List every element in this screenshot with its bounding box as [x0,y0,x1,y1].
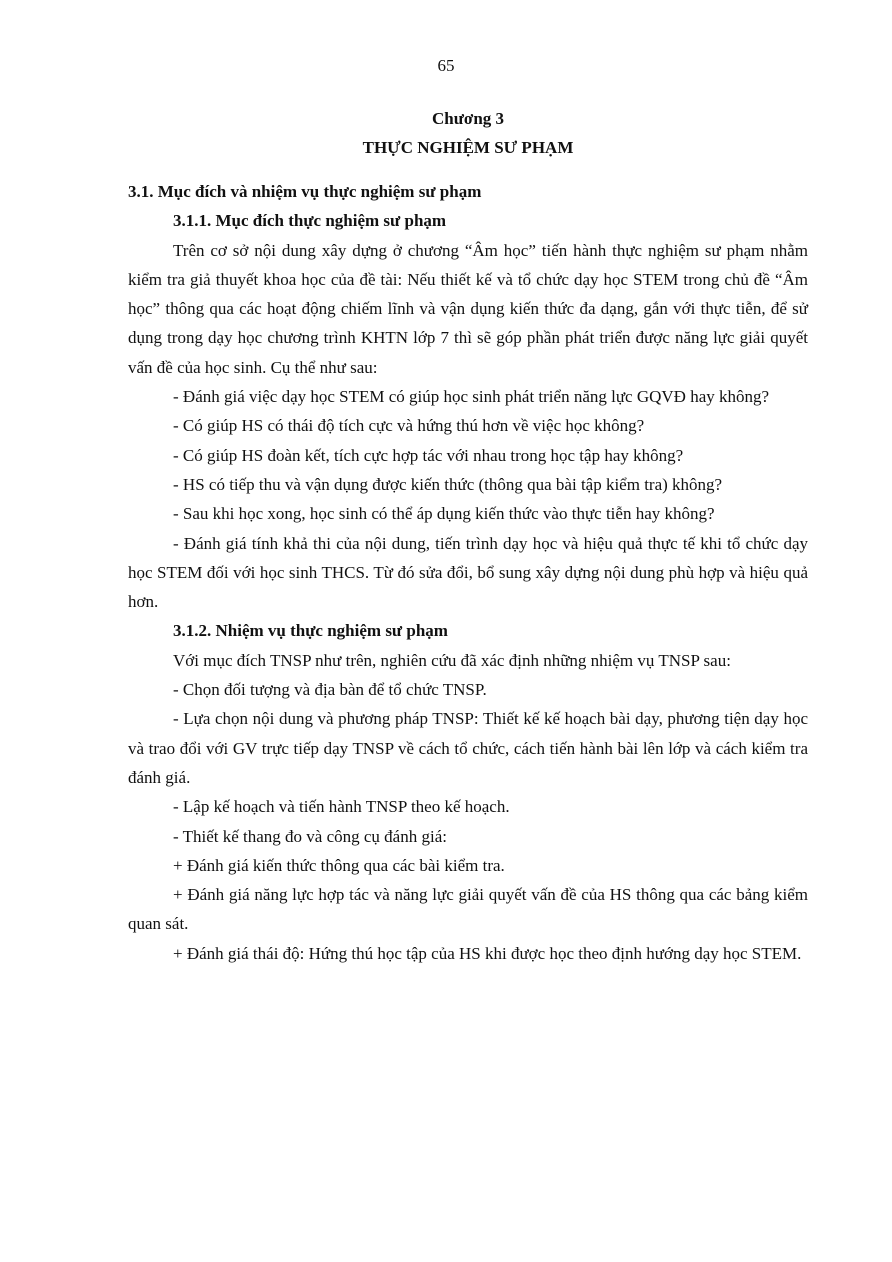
list-item: - Đánh giá việc dạy học STEM có giúp học sinh phát triển năng lực GQVĐ hay không? [173,387,770,407]
chapter-title: THỰC NGHIỆM SƯ PHẠM [362,138,574,157]
list-item: + Đánh giá năng lực hợp tác và năng lực giải quyết vấn đề của HS thông qua các bảng kiểm quan sát. [128,885,808,934]
paragraph-tasks-intro: Với mục đích TNSP như trên, nghiên cứu đã xác định những nhiệm vụ TNSP sau: [173,650,731,670]
chapter-label: Chương 3 [431,109,505,128]
list-item: - Thiết kế thang đo và công cụ đánh giá: [173,826,447,846]
document-body [128,177,808,968]
list-item: - HS có tiếp thu và vận dụng được kiến thức (thông qua bài tập kiểm tra) không? [173,474,723,494]
list-item: - Có giúp HS đoàn kết, tích cực hợp tác với nhau trong học tập hay không? [173,445,684,465]
list-item: - Lập kế hoạch và tiến hành TNSP theo kế hoạch. [173,797,510,817]
section-heading-3-1: 3.1. Mục đích và nhiệm vụ thực nghiệm sư phạm [128,182,482,201]
list-item: - Đánh giá tính khả thi của nội dung, tiến trình dạy học và hiệu quả thực tế khi tổ chức dạy học STEM đối với học sinh THCS. Từ đó sửa đổi, bổ sung xây dựng nội dung phù hợp và hiệu quả hơn. [128,533,808,612]
paragraph-purpose-intro: Trên cơ sở nội dung xây dựng ở chương “Âm học” tiến hành thực nghiệm sư phạm nhằm kiểm tra giả thuyết khoa học của đề tài: Nếu thiết kế và tổ chức dạy học STEM trong chủ đề “Âm học” thông qua các hoạt động chiếm lĩnh và vận dụng kiến thức đa dạng, gắn với thực tiễn, để sử dụng trong dạy học chương trình KHTN lớp 7 thì sẽ góp phần phát triển được năng lực giải quyết vấn đề của học sinh. Cụ thể như sau: [128,240,808,377]
page-number: 65 [437,56,455,75]
section-heading-3-1-2: 3.1.2. Nhiệm vụ thực nghiệm sư phạm [173,621,448,641]
section-heading-3-1-1: 3.1.1. Mục đích thực nghiệm sư phạm [173,211,447,231]
list-item: + Đánh giá kiến thức thông qua các bài kiểm tra. [173,855,505,875]
list-item: + Đánh giá thái độ: Hứng thú học tập của HS khi được học theo định hướng dạy học STEM. [173,943,802,963]
list-item: - Sau khi học xong, học sinh có thể áp dụng kiến thức vào thực tiễn hay không? [173,504,715,524]
list-item: - Chọn đối tượng và địa bàn để tổ chức TNSP. [173,680,487,700]
list-item: - Lựa chọn nội dung và phương pháp TNSP: Thiết kế kế hoạch bài dạy, phương tiện dạy học và trao đổi với GV trực tiếp dạy TNSP về cách tổ chức, cách tiến hành bài lên lớp và cách kiểm tra đánh giá. [128,709,808,787]
list-item: - Có giúp HS có thái độ tích cực và hứng thú hơn về việc học không? [173,416,645,436]
